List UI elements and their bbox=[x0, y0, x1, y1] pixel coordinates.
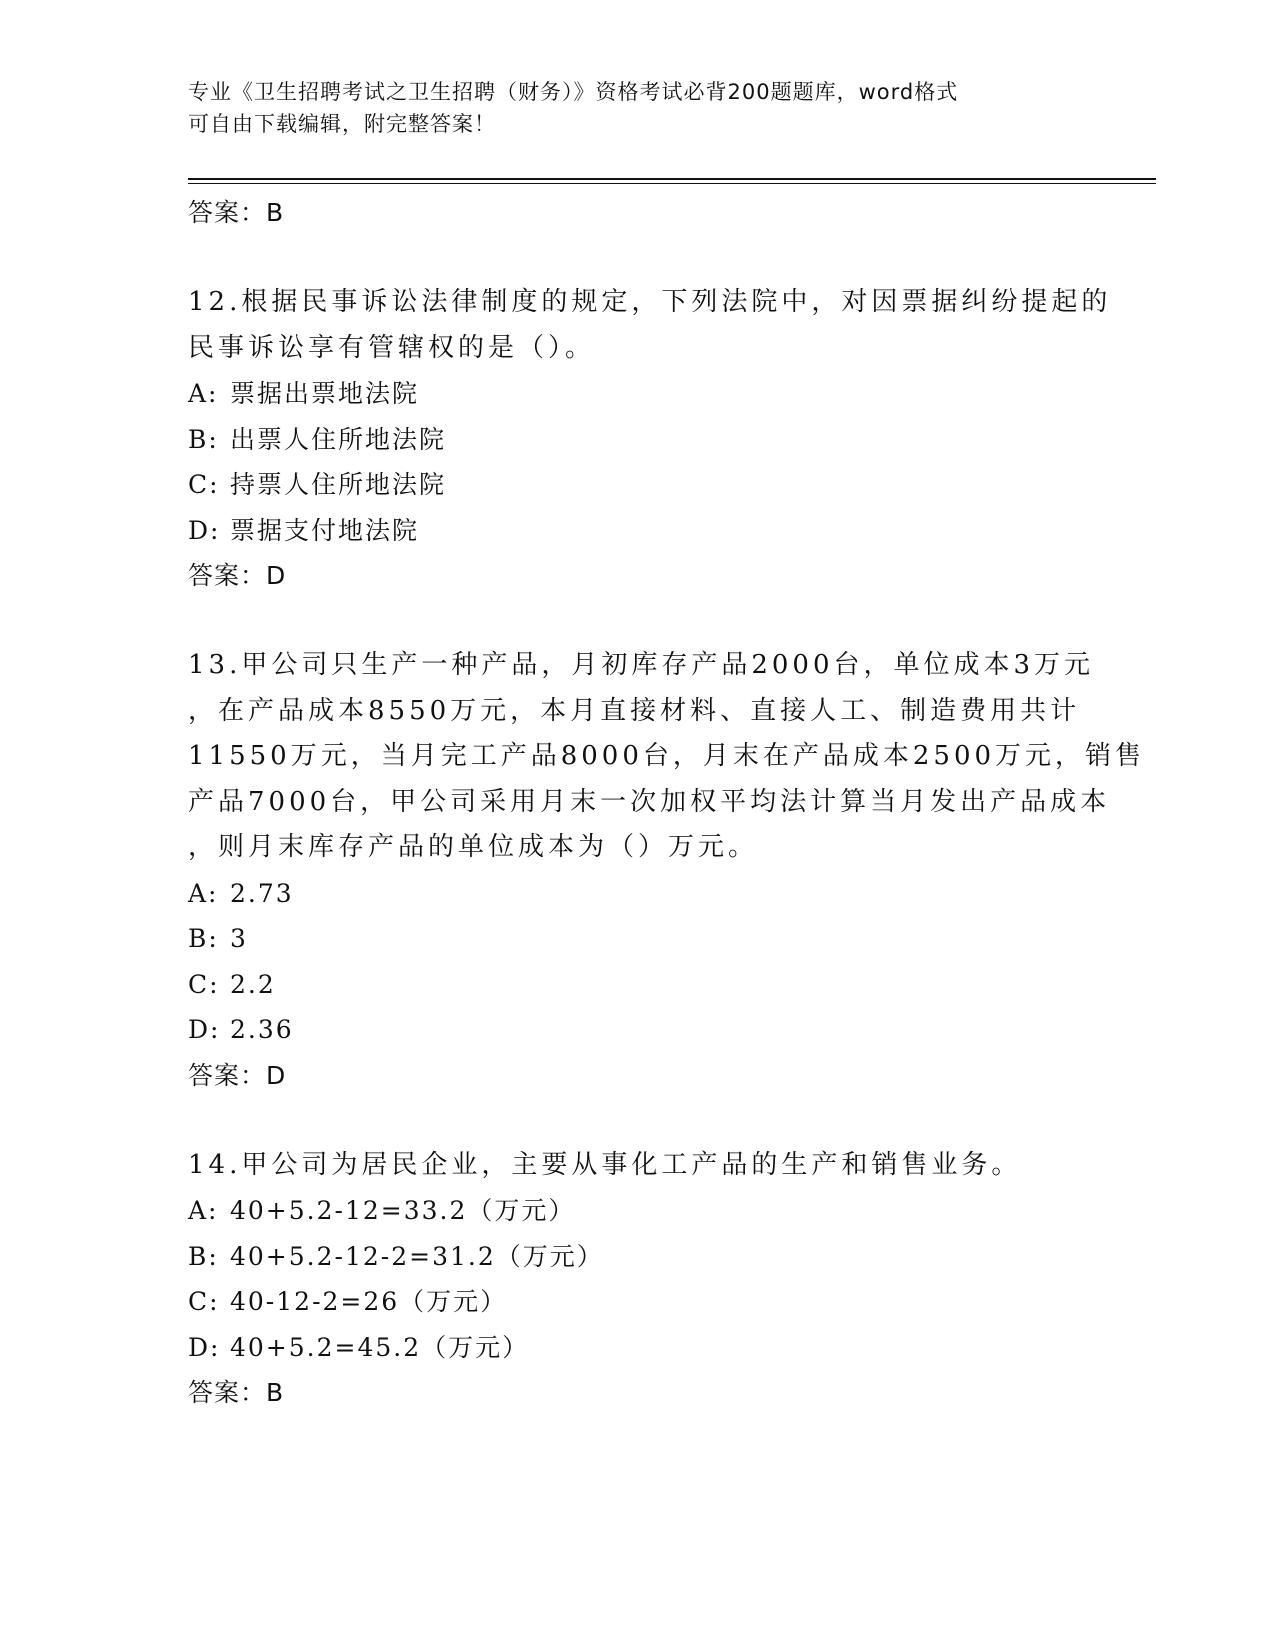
option-text: 40+5.2-12-2=31.2（万元） bbox=[230, 1241, 604, 1271]
option-letter: A: bbox=[188, 379, 219, 408]
option-letter: D: bbox=[188, 1015, 221, 1044]
option-text: 票据支付地法院 bbox=[230, 515, 420, 545]
question-text-line: 产品7000台，甲公司采用月末一次加权平均法计算当月发出产品成本 bbox=[188, 786, 1111, 817]
option-letter: D: bbox=[188, 515, 221, 545]
document-content bbox=[188, 190, 1146, 1416]
answer: 答案：B bbox=[188, 1378, 285, 1407]
option-letter: B: bbox=[188, 424, 219, 454]
option-letter: C: bbox=[188, 1287, 220, 1316]
option-text: 持票人住所地法院 bbox=[230, 470, 447, 499]
header-line-1: 专业《卫生招聘考试之卫生招聘（财务）》资格考试必背200题题库，word格式 bbox=[188, 80, 959, 104]
header-rule-thin bbox=[188, 183, 1156, 184]
option-a bbox=[188, 371, 1088, 417]
question-text-line: ，则月末库存产品的单位成本为（）万元。 bbox=[188, 832, 759, 862]
previous-answer: 答案：B bbox=[188, 198, 285, 227]
option-b bbox=[188, 1234, 1088, 1280]
option-d bbox=[188, 508, 1088, 554]
option-c bbox=[188, 962, 1088, 1008]
question-12 bbox=[188, 280, 1112, 599]
option-a bbox=[188, 871, 1088, 917]
option-a bbox=[188, 1188, 1088, 1234]
question-text-line: 11550万元，当月完工产品8000台，月末在产品成本2500万元，销售 bbox=[188, 741, 1146, 771]
option-d bbox=[188, 1325, 1088, 1371]
option-text: 2.36 bbox=[230, 1015, 294, 1044]
question-text bbox=[188, 280, 1112, 371]
option-letter: B: bbox=[188, 924, 219, 953]
option-b bbox=[188, 916, 1088, 962]
answer: 答案：D bbox=[188, 561, 287, 590]
option-d bbox=[188, 1007, 1088, 1053]
option-b bbox=[188, 417, 1088, 463]
option-c bbox=[188, 1279, 1088, 1325]
question-text-line: 14.甲公司为居民企业，主要从事化工产品的生产和销售业务。 bbox=[188, 1149, 1022, 1180]
option-text: 票据出票地法院 bbox=[230, 379, 420, 408]
option-text: 40+5.2-12=33.2（万元） bbox=[230, 1196, 576, 1225]
option-text: 3 bbox=[230, 924, 248, 953]
option-text: 40-12-2=26（万元） bbox=[230, 1287, 508, 1316]
question-text-line: ，在产品成本8550万元，本月直接材料、直接人工、制造费用共计 bbox=[188, 695, 1081, 726]
option-letter: B: bbox=[188, 1241, 219, 1271]
option-text: 出票人住所地法院 bbox=[230, 424, 447, 454]
option-letter: D: bbox=[188, 1332, 221, 1362]
question-text bbox=[188, 1143, 1088, 1189]
question-13 bbox=[188, 643, 1146, 1099]
option-text: 2.73 bbox=[230, 878, 294, 908]
question-14 bbox=[188, 1143, 1088, 1417]
option-text: 40+5.2=45.2（万元） bbox=[230, 1332, 530, 1362]
question-text-line: 12.根据民事诉讼法律制度的规定，下列法院中，对因票据纠纷提起的 bbox=[188, 287, 1112, 317]
option-c bbox=[188, 462, 1088, 508]
answer: 答案：D bbox=[188, 1060, 287, 1090]
option-letter: A: bbox=[188, 878, 219, 908]
question-text bbox=[188, 643, 1146, 871]
option-text: 2.2 bbox=[230, 969, 276, 999]
option-letter: C: bbox=[188, 470, 220, 499]
option-letter: C: bbox=[188, 969, 220, 999]
question-text-line: 13.甲公司只生产一种产品，月初库存产品2000台，单位成本3万元 bbox=[188, 650, 1095, 680]
question-text-line: 民事诉讼享有管辖权的是（）。 bbox=[188, 332, 596, 363]
header-line-2: 可自由下载编辑，附完整答案！ bbox=[188, 112, 496, 136]
header-rule-thick bbox=[188, 178, 1156, 180]
option-letter: A: bbox=[188, 1196, 219, 1225]
document-header bbox=[188, 76, 1088, 140]
